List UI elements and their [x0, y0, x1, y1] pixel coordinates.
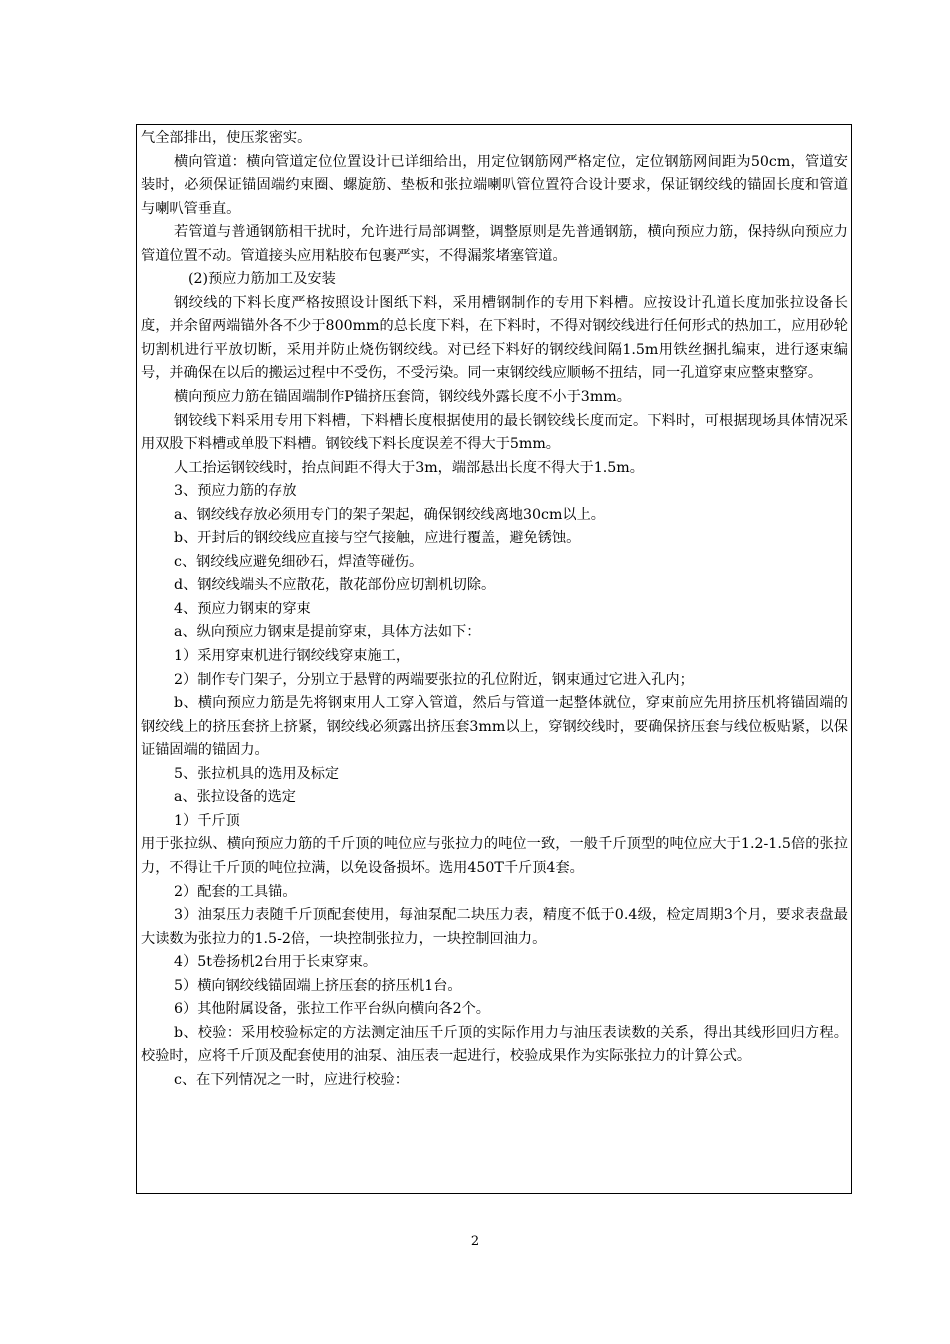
paragraph: (2)预应力筋加工及安装	[188, 271, 336, 288]
document-body	[141, 127, 848, 1092]
paragraph: 若管道与普通钢筋相干扰时，允许进行局部调整，调整原则是先普通钢筋，横向预应力筋，保持纵向预应力管道位置不动。管道接头应用粘胶布包裹严实，不得漏浆堵塞管道。	[141, 224, 848, 264]
paragraph: b、横向预应力筋是先将钢束用人工穿入管道，然后与管道一起整体就位，穿束前应先用挤压机将锚固端的钢绞线上的挤压套挤上挤紧，钢绞线必须露出挤压套3mm以上，穿钢绞线时，要确保挤压套与线位板贴紧，以保证锚固端的锚固力。	[141, 695, 848, 759]
paragraph: 2）制作专门架子，分别立于悬臂的两端要张拉的孔位附近，钢束通过它进入孔内；	[174, 671, 694, 688]
paragraph: b、开封后的钢绞线应直接与空气接触，应进行覆盖，避免锈蚀。	[174, 530, 581, 547]
paragraph: 1）采用穿束机进行钢绞线穿束施工，	[174, 648, 411, 665]
paragraph: 5、张拉机具的选用及标定	[174, 765, 340, 782]
paragraph: 5）横向钢绞线锚固端上挤压套的挤压机1台。	[174, 977, 462, 994]
paragraph: b、校验：采用校验标定的方法测定油压千斤顶的实际作用力与油压表读数的关系，得出其线形回归方程。校验时，应将千斤顶及配套使用的油泵、油压表一起进行，校验成果作为实际张拉力的计算公式。	[141, 1024, 848, 1065]
paragraph: 4、预应力钢束的穿束	[174, 600, 311, 617]
page-number: 2	[470, 1234, 480, 1249]
paragraph: 1）千斤顶	[174, 812, 240, 829]
paragraph: c、钢绞线应避免细砂石，焊渣等碰伤。	[174, 553, 424, 570]
paragraph: 6）其他附属设备，张拉工作平台纵向横向各2个。	[174, 1001, 490, 1018]
paragraph: 用于张拉纵、横向预应力筋的千斤顶的吨位应与张拉力的吨位一致，一般千斤顶型的吨位应大于1.2-1.5倍的张拉力，不得让千斤顶的吨位拉满，以免设备损坏。选用450T千斤顶4套。	[141, 836, 848, 876]
paragraph: 气全部排出，使压浆密实。	[141, 130, 312, 146]
paragraph: 4）5t卷扬机2台用于长束穿束。	[174, 954, 378, 971]
paragraph: c、在下列情况之一时，应进行校验：	[174, 1071, 409, 1088]
paragraph: a、张拉设备的选定	[174, 789, 296, 806]
paragraph: a、钢绞线存放必须用专门的架子架起，确保钢绞线离地30cm以上。	[174, 506, 605, 523]
paragraph: 横向管道：横向管道定位位置设计已详细给出，用定位钢筋网严格定位，定位钢筋网间距为50cm，管道安装时，必须保证锚固端约束圈、螺旋筋、垫板和张拉端喇叭管位置符合设计要求，保证钢绞线的锚固长度和管道与喇叭管垂直。	[141, 153, 848, 217]
paragraph: d、钢绞线端头不应散花，散花部份应切割机切除。	[174, 577, 496, 594]
paragraph: a、纵向预应力钢束是提前穿束，具体方法如下：	[174, 624, 481, 641]
paragraph: 钢绞线的下料长度严格按照设计图纸下料，采用槽钢制作的专用下料槽。应按设计孔道长度加张拉设备长度，并余留两端锚外各不少于800mm的总长度下料，在下料时，不得对钢绞线进行任何形式的热加工，应用砂轮切割机进行平放切断，采用并防止烧伤钢绞线。对已经下料好的钢绞线间隔1.5m用铁丝捆扎编束，进行逐束编号，并确保在以后的搬运过程中不受伤，不受污染。同一束钢绞线应顺畅不扭结，同一孔道穿束应整束整穿。	[141, 294, 848, 382]
paragraph: 3）油泵压力表随千斤顶配套使用，每油泵配二块压力表，精度不低于0.4级，检定周期3个月，要求表盘最大读数为张拉力的1.5-2倍，一块控制张拉力，一块控制回油力。	[141, 907, 848, 947]
paragraph: 横向预应力筋在锚固端制作P锚挤压套筒，钢绞线外露长度不小于3mm。	[174, 389, 631, 406]
paragraph: 2）配套的工具锚。	[174, 883, 297, 900]
paragraph: 钢铰线下料采用专用下料槽，下料槽长度根据使用的最长钢铰线长度而定。下料时，可根据现场具体情况采用双股下料槽或单股下料槽。钢铰线下料长度误差不得大于5mm。	[141, 412, 848, 453]
paragraph: 3、预应力筋的存放	[174, 483, 297, 500]
paragraph: 人工抬运钢铰线时，抬点间距不得大于3m，端部悬出长度不得大于1.5m。	[174, 459, 644, 476]
